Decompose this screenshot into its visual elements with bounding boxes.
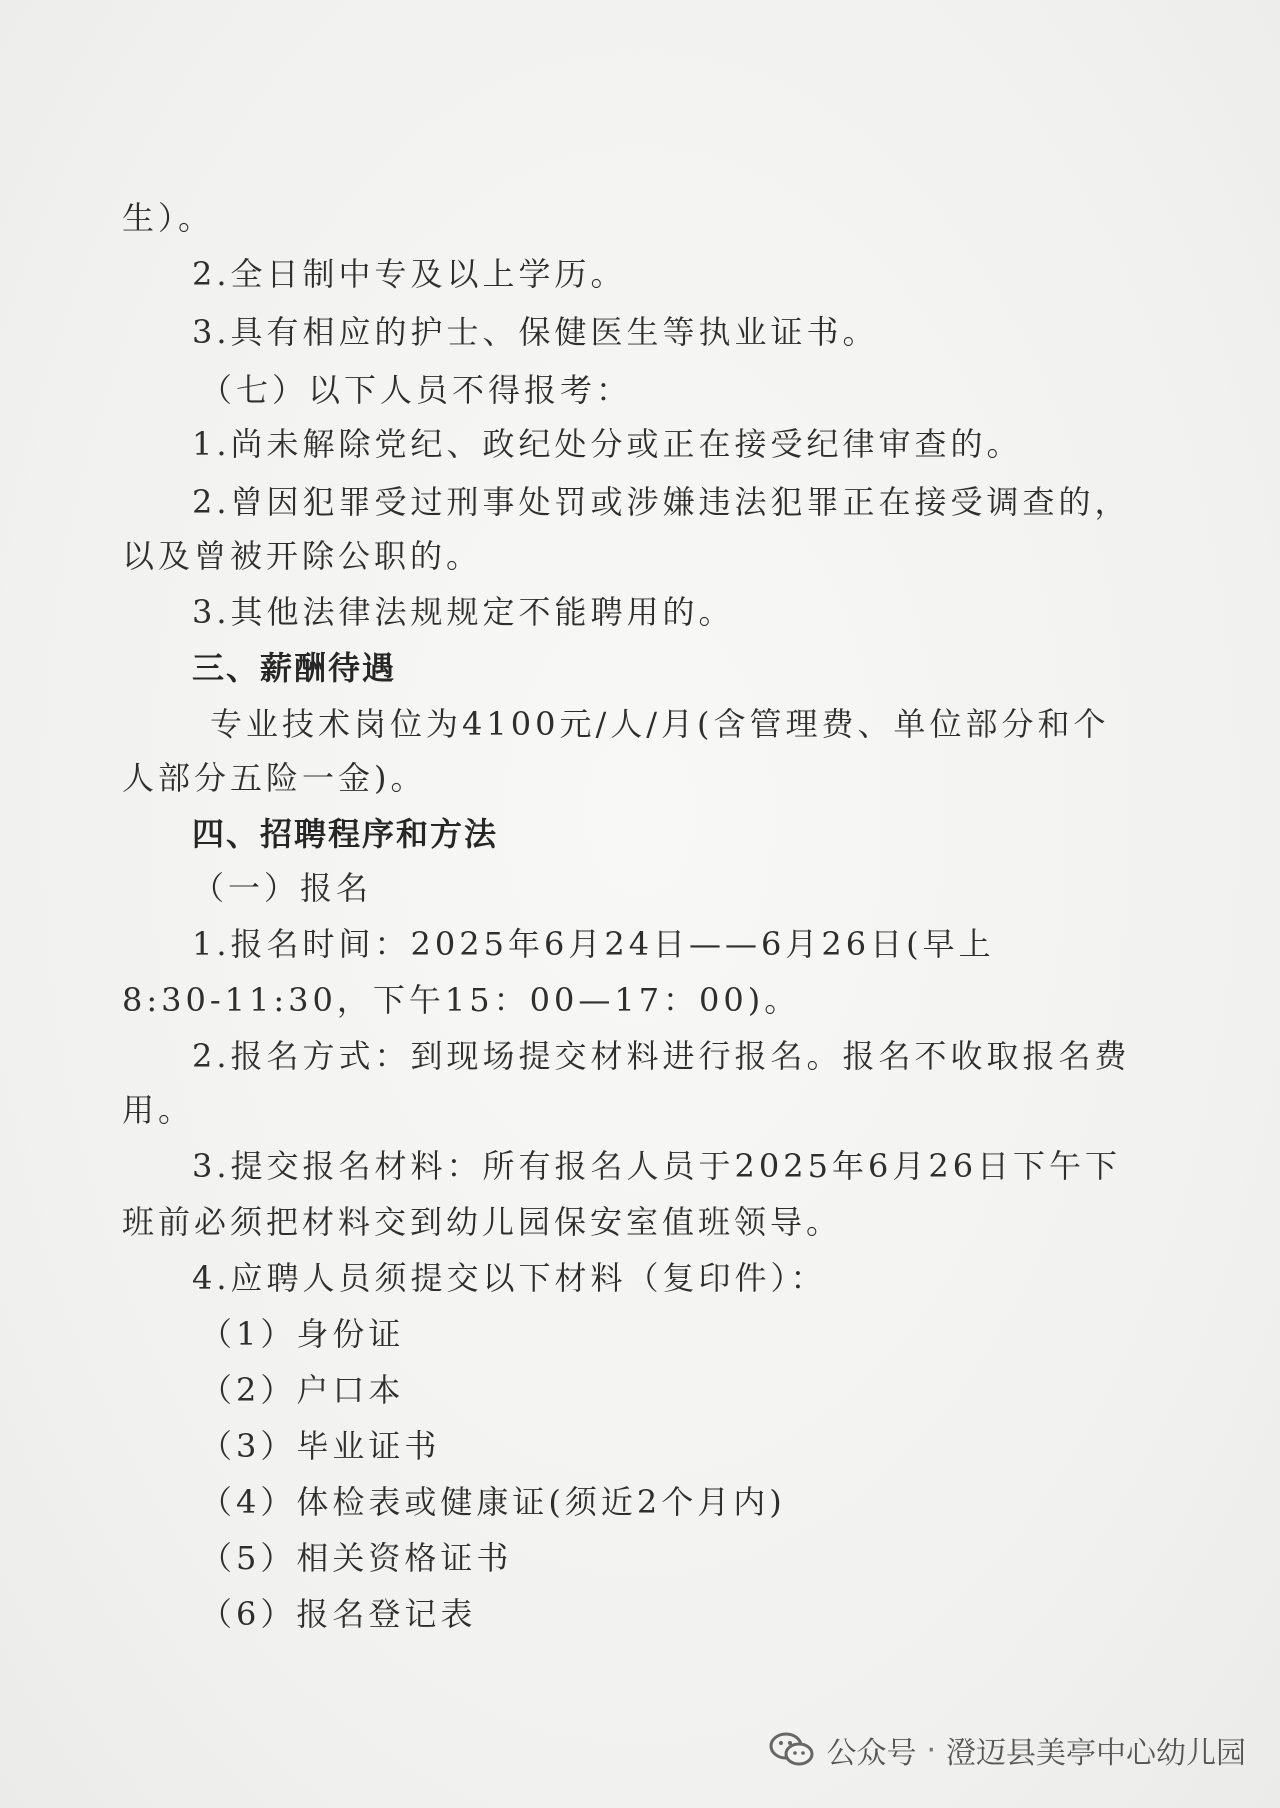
wechat-icon xyxy=(768,1730,816,1770)
subsection-heading: （一）报名 xyxy=(192,869,373,907)
list-item: （5）相关资格证书 xyxy=(200,1539,513,1577)
text-line: 4.应聘人员须提交以下材料（复印件）： xyxy=(192,1259,827,1297)
text-line: 专业技术岗位为4100元/人/月(含管理费、单位部分和个 xyxy=(210,705,1110,743)
list-item: （6）报名登记表 xyxy=(200,1595,477,1633)
section-heading: 三、薪酬待遇 xyxy=(192,649,397,687)
text-line: 3.其他法律法规规定不能聘用的。 xyxy=(192,593,735,631)
text-line: 生）。 xyxy=(122,199,215,237)
watermark-separator: · xyxy=(926,1732,936,1768)
text-line: 用。 xyxy=(122,1091,195,1129)
text-line: 人部分五险一金)。 xyxy=(122,759,427,797)
list-item: （1）身份证 xyxy=(200,1315,405,1353)
list-item: （2）户口本 xyxy=(200,1371,405,1409)
text-line: 3.提交报名材料：所有报名人员于2025年6月26日下午下 xyxy=(192,1147,1122,1185)
text-line: 1.尚未解除党纪、政纪处分或正在接受纪律审查的。 xyxy=(192,425,1023,463)
text-line: 2.曾因犯罪受过刑事处罚或涉嫌违法犯罪正在接受调查的， xyxy=(192,483,1131,521)
section-heading: 四、招聘程序和方法 xyxy=(192,815,499,853)
text-line: 2.全日制中专及以上学历。 xyxy=(192,255,627,293)
subsection-heading: （七）以下人员不得报考： xyxy=(200,371,633,409)
list-item: （4）体检表或健康证(须近2个月内) xyxy=(200,1483,786,1521)
text-line: 1.报名时间：2025年6月24日——6月26日(早上 xyxy=(192,925,995,963)
text-line: 3.具有相应的护士、保健医生等执业证书。 xyxy=(192,313,879,351)
wechat-watermark xyxy=(768,1728,1246,1772)
watermark-label: 公众号 xyxy=(826,1736,917,1771)
watermark-account: 澄迈县美亭中心幼儿园 xyxy=(946,1736,1246,1771)
list-item: （3）毕业证书 xyxy=(200,1427,441,1465)
text-line: 8:30-11:30，下午15：00—17：00)。 xyxy=(122,981,801,1019)
text-line: 以及曾被开除公职的。 xyxy=(122,537,483,575)
text-line: 班前必须把材料交到幼儿园保安室值班领导。 xyxy=(122,1203,843,1241)
text-line: 2.报名方式：到现场提交材料进行报名。报名不收取报名费 xyxy=(192,1037,1131,1075)
